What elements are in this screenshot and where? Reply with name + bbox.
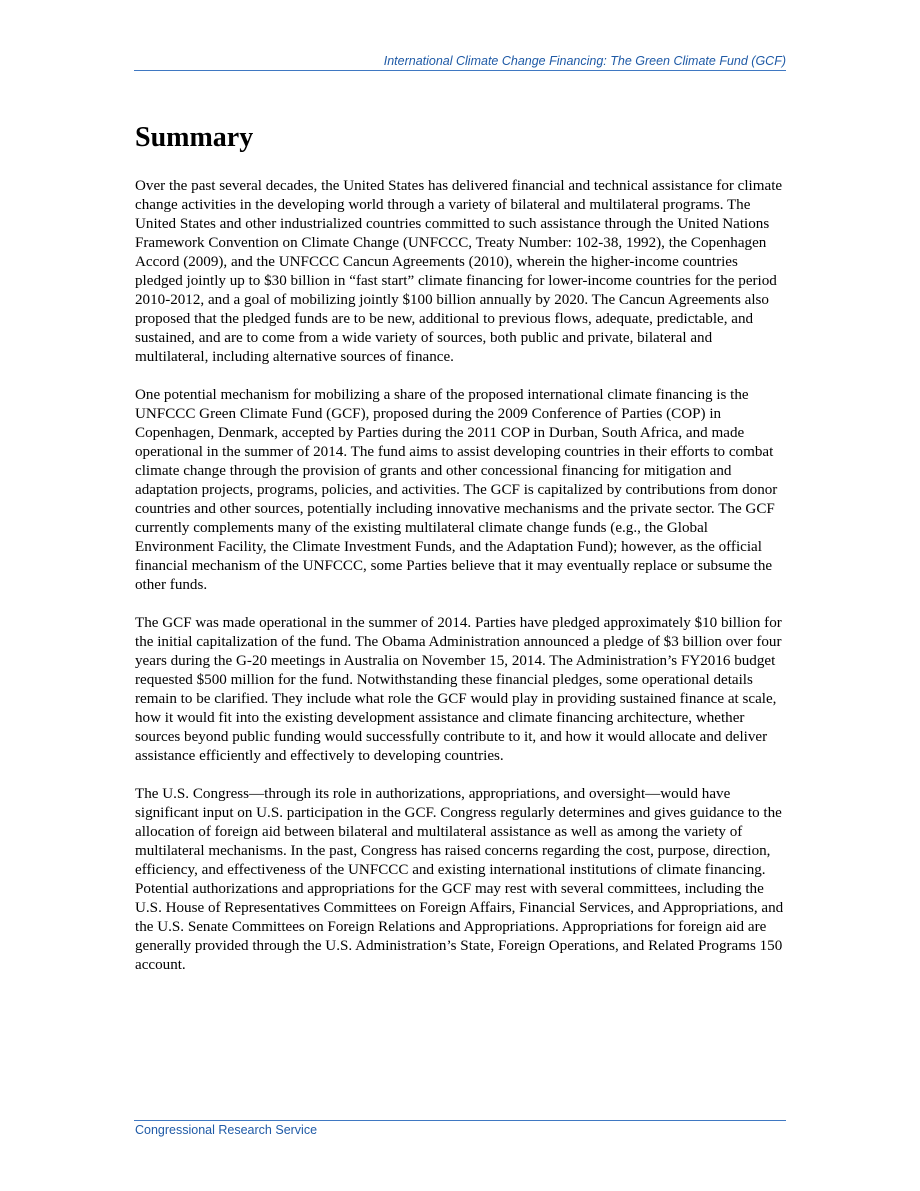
summary-paragraph-4: The U.S. Congress—through its role in authorizations, appropriations, and oversight—would have significant input on U.S. participation in the GCF. Congress regularly determines and gives guidance to the allocation of foreign aid between bilateral and multilateral assistance as well as among the variety of multilateral mechanisms. In the past, Congress has raised concerns regarding the cost, purpose, direction, efficiency, and effectiveness of the UNFCCC and existing international institutions of climate financing. Potential authorizations and appropriations for the GCF may rest with several committees, including the U.S. House of Representatives Committees on Foreign Affairs, Financial Services, and Appropriations, and the U.S. Senate Committees on Foreign Relations and Appropriations. Appropriations for foreign aid are generally provided through the U.S. Administration’s State, Foreign Operations, and Related Programs 150 account. — [135, 786, 784, 973]
running-footer-organization: Congressional Research Service — [135, 1123, 318, 1137]
summary-paragraph-3: The GCF was made operational in the summer of 2014. Parties have pledged approximately $10 billion for the initial capitalization of the fund. The Obama Administration announced a pledge of $3 billion over four years during the G-20 meetings in Australia on November 15, 2014. The Administration’s FY2016 budget requested $500 million for the fund. Notwithstanding these financial pledges, some operational details remain to be clarified. They include what role the GCF would play in providing sustained finance at scale, how it would fit into the existing development assistance and climate financing architecture, whether sources beyond public funding would successfully contribute to it, and how it would allocate and deliver assistance efficiently and effectively to developing countries. — [135, 615, 782, 764]
summary-paragraph-2: One potential mechanism for mobilizing a share of the proposed international climate financing is the UNFCCC Green Climate Fund (GCF), proposed during the 2009 Conference of Parties (COP) in Copenhagen, Denmark, accepted by Parties during the 2011 COP in Durban, South Africa, and made operational in the summer of 2014. The fund aims to assist developing countries in their efforts to combat climate change through the provision of grants and other concessional financing for mitigation and adaptation projects, programs, policies, and activities. The GCF is capitalized by contributions from donor countries and other sources, potentially including innovative mechanisms and the private sector. The GCF currently complements many of the existing multilateral climate change funds (e.g., the Global Environment Facility, the Climate Investment Funds, and the Adaptation Fund); however, as the official financial mechanism of the UNFCCC, some Parties believe that it may eventually replace or subsume the other funds. — [135, 387, 778, 593]
running-header-title: International Climate Change Financing: The Green Climate Fund (GCF) — [383, 54, 786, 68]
summary-paragraph-1: Over the past several decades, the United States has delivered financial and technical assistance for climate change activities in the developing world through a variety of bilateral and multilateral programs. The United States and other industrialized countries committed to such assistance through the United Nations Framework Convention on Climate Change (UNFCCC, Treaty Number: 102-38, 1992), the Copenhagen Accord (2009), and the UNFCCC Cancun Agreements (2010), wherein the higher-income countries pledged jointly up to $30 billion in “fast start” climate financing for lower-income countries for the period 2010-2012, and a goal of mobilizing jointly $100 billion annually by 2020. The Cancun Agreements also proposed that the pledged funds are to be new, additional to previous flows, adequate, predictable, and sustained, and are to come from a wide variety of sources, both public and private, bilateral and multilateral, including alternative sources of finance. — [135, 178, 783, 365]
page-title: Summary — [135, 122, 254, 153]
summary-body — [135, 177, 789, 994]
header-divider — [134, 70, 786, 71]
footer-divider — [134, 1120, 786, 1121]
